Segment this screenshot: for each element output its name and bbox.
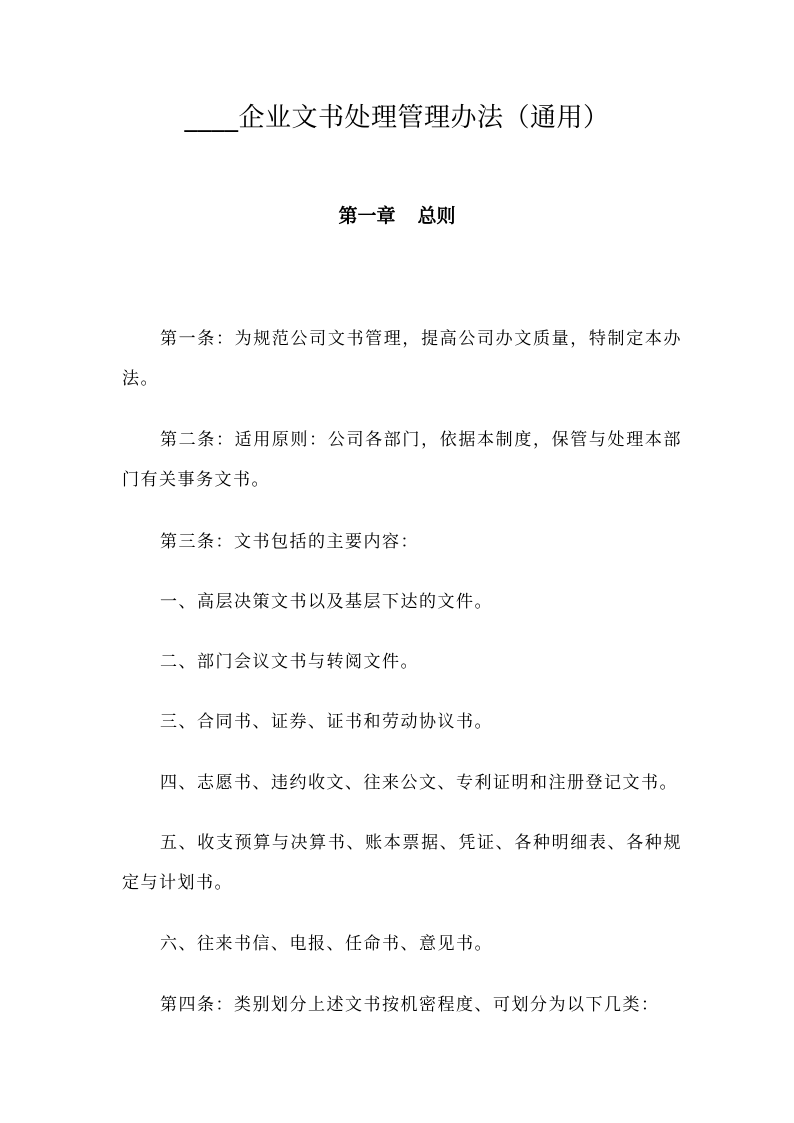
chapter-heading [0, 200, 794, 232]
list-item-3-paragraph: 三、合同书、证券、证书和劳动协议书。 [160, 712, 493, 732]
article-4-paragraph: 第四条：类别划分上述文书按机密程度、可划分为以下几类： [160, 995, 660, 1015]
list-item-1-paragraph: 一、高层决策文书以及基层下达的文件。 [160, 592, 493, 612]
document-title: ____企业文书处理管理办法（通用） [184, 103, 610, 133]
list-item-5-paragraph: 五、收支预算与决算书、账本票据、凭证、各种明细表、各种规定与计划书。 [122, 833, 682, 893]
chapter-name: 总则 [417, 205, 456, 227]
list-item-2-paragraph: 二、部门会议文书与转阅文件。 [160, 652, 419, 672]
chapter-number: 第一章 [338, 205, 396, 227]
article-3-paragraph: 第三条：文书包括的主要内容： [160, 532, 419, 552]
list-item-6-paragraph: 六、往来书信、电报、任命书、意见书。 [160, 934, 493, 954]
list-item-4-paragraph: 四、志愿书、违约收文、往来公文、专利证明和注册登记文书。 [160, 773, 678, 793]
article-1-paragraph: 第一条：为规范公司文书管理，提高公司办文质量，特制定本办法。 [122, 329, 682, 389]
article-2-paragraph: 第二条：适用原则：公司各部门，依据本制度，保管与处理本部门有关事务文书。 [122, 430, 682, 490]
